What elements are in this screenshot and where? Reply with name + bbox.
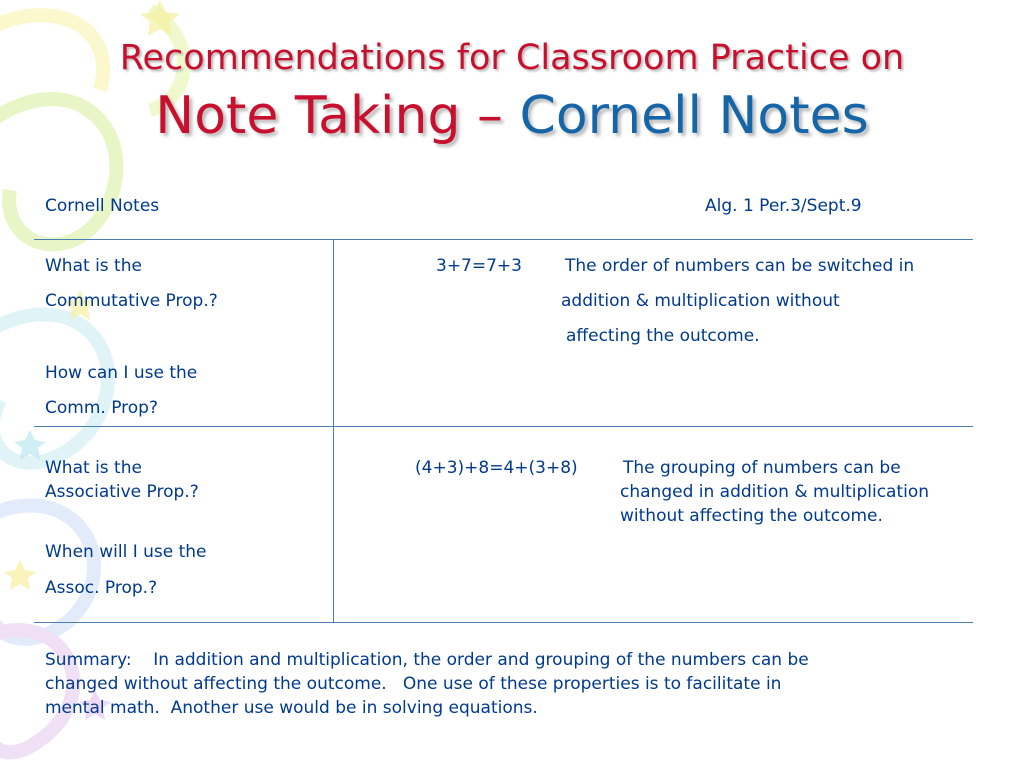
cue-question: What is the [45,458,142,478]
rule-middle [34,426,973,427]
cue-question: How can I use the [45,363,198,383]
note-text: The order of numbers can be switched in [565,256,915,276]
note-equation: (4+3)+8=4+(3+8) [415,458,578,478]
rule-top [34,239,973,240]
note-text: changed in addition & multiplication [620,482,930,502]
note-text: The grouping of numbers can be [623,458,901,478]
title-blue-part: Cornell Notes [519,86,869,146]
notes-header-left: Cornell Notes [45,196,160,216]
slide-title-line2 [0,86,1024,146]
slide-title-line1: Recommendations for Classroom Practice on [119,38,905,78]
cue-question: When will I use the [45,542,207,562]
title-red-part: Note Taking – [155,86,520,146]
summary-text: mental math. Another use would be in solving equations. [45,698,538,718]
cue-question: Commutative Prop.? [45,291,218,311]
cue-question: Comm. Prop? [45,398,158,418]
summary-text: changed without affecting the outcome. One use of these properties is to facilitate in [45,674,782,694]
note-text: affecting the outcome. [566,326,760,346]
note-text: without affecting the outcome. [620,506,883,526]
summary-text: Summary: In addition and multiplication, the order and grouping of the numbers can be [45,650,809,670]
cue-question: Assoc. Prop.? [45,578,158,598]
notes-header-right: Alg. 1 Per.3/Sept.9 [705,196,862,216]
cue-question: Associative Prop.? [45,482,199,502]
note-equation: 3+7=7+3 [436,256,522,276]
rule-bottom [34,622,973,623]
note-text: addition & multiplication without [561,291,840,311]
cue-question: What is the [45,256,142,276]
rule-column-divider [333,239,334,622]
